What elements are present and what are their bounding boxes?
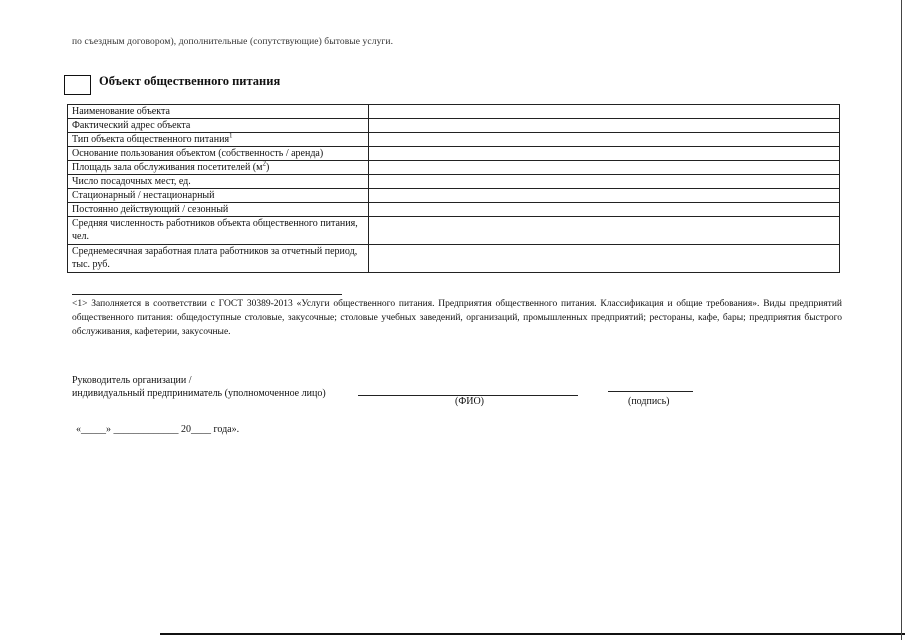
row-value-field[interactable] — [369, 147, 840, 161]
row-label — [68, 133, 369, 147]
row-value-field[interactable] — [369, 105, 840, 119]
row-value-field[interactable] — [369, 203, 840, 217]
table-row — [68, 217, 840, 245]
continuation-text: по съездным договором), дополнительные (сопутствующие) бытовые услуги. — [72, 37, 394, 47]
row-label: Фактический адрес объекта — [68, 119, 369, 133]
table-row — [68, 161, 840, 175]
row-label: Основание пользования объектом (собственность / аренда) — [68, 147, 369, 161]
row-label: Стационарный / нестационарный — [68, 189, 369, 203]
row-label-text: Площадь зала обслуживания посетителей (м — [72, 162, 263, 173]
date-line: «_____» _____________ 20____ года». — [76, 424, 240, 435]
signature-label-line2: индивидуальный предприниматель (уполномоченное лицо) — [72, 388, 326, 399]
row-value-field[interactable] — [369, 133, 840, 147]
footnote-divider — [72, 294, 342, 295]
row-value-field[interactable] — [369, 245, 840, 273]
signature-input-line[interactable] — [608, 391, 693, 392]
page-bottom-edge — [160, 633, 905, 635]
row-value-field[interactable] — [369, 217, 840, 245]
table-row — [68, 175, 840, 189]
table-row — [68, 245, 840, 273]
row-label: Число посадочных мест, ед. — [68, 175, 369, 189]
row-label: Постоянно действующий / сезонный — [68, 203, 369, 217]
row-label: Среднемесячная заработная плата работников за отчетный период, тыс. руб. — [68, 245, 369, 273]
row-label-text: Тип объекта общественного питания — [72, 134, 230, 145]
page-right-edge — [901, 0, 902, 640]
row-label: Средняя численность работников объекта общественного питания, чел. — [68, 217, 369, 245]
row-value-field[interactable] — [369, 189, 840, 203]
table-row — [68, 133, 840, 147]
signature-label-line1: Руководитель организации / — [72, 375, 192, 386]
signature-caption: (подпись) — [628, 396, 670, 407]
row-label — [68, 161, 369, 175]
table-row — [68, 105, 840, 119]
table-row — [68, 203, 840, 217]
table-row — [68, 119, 840, 133]
row-value-field[interactable] — [369, 161, 840, 175]
footnote-ref: 1 — [229, 132, 233, 140]
table-row — [68, 189, 840, 203]
row-value-field[interactable] — [369, 175, 840, 189]
row-label-suffix: ) — [265, 162, 270, 173]
table-row — [68, 147, 840, 161]
object-info-table — [67, 104, 840, 273]
fio-caption: (ФИО) — [455, 396, 485, 407]
unit-superscript: 2 — [262, 160, 266, 168]
row-value-field[interactable] — [369, 119, 840, 133]
row-label: Наименование объекта — [68, 105, 369, 119]
footnote-text: <1> Заполняется в соответствии с ГОСТ 30389-2013 «Услуги общественного питания. Предприятия общественного питания. Классификация и общие требования». Виды предприятий общественного питания: общедоступные столовые, закусочные; столовые учебных заведений, организаций, промышленных предприятий; рестораны, кафе, бары; предприятия быстрого обслуживания, кафетерии, закусочные. — [72, 299, 842, 337]
section-checkbox[interactable] — [64, 75, 91, 95]
section-title: Объект общественного питания — [99, 74, 281, 88]
signature-label — [72, 374, 326, 400]
